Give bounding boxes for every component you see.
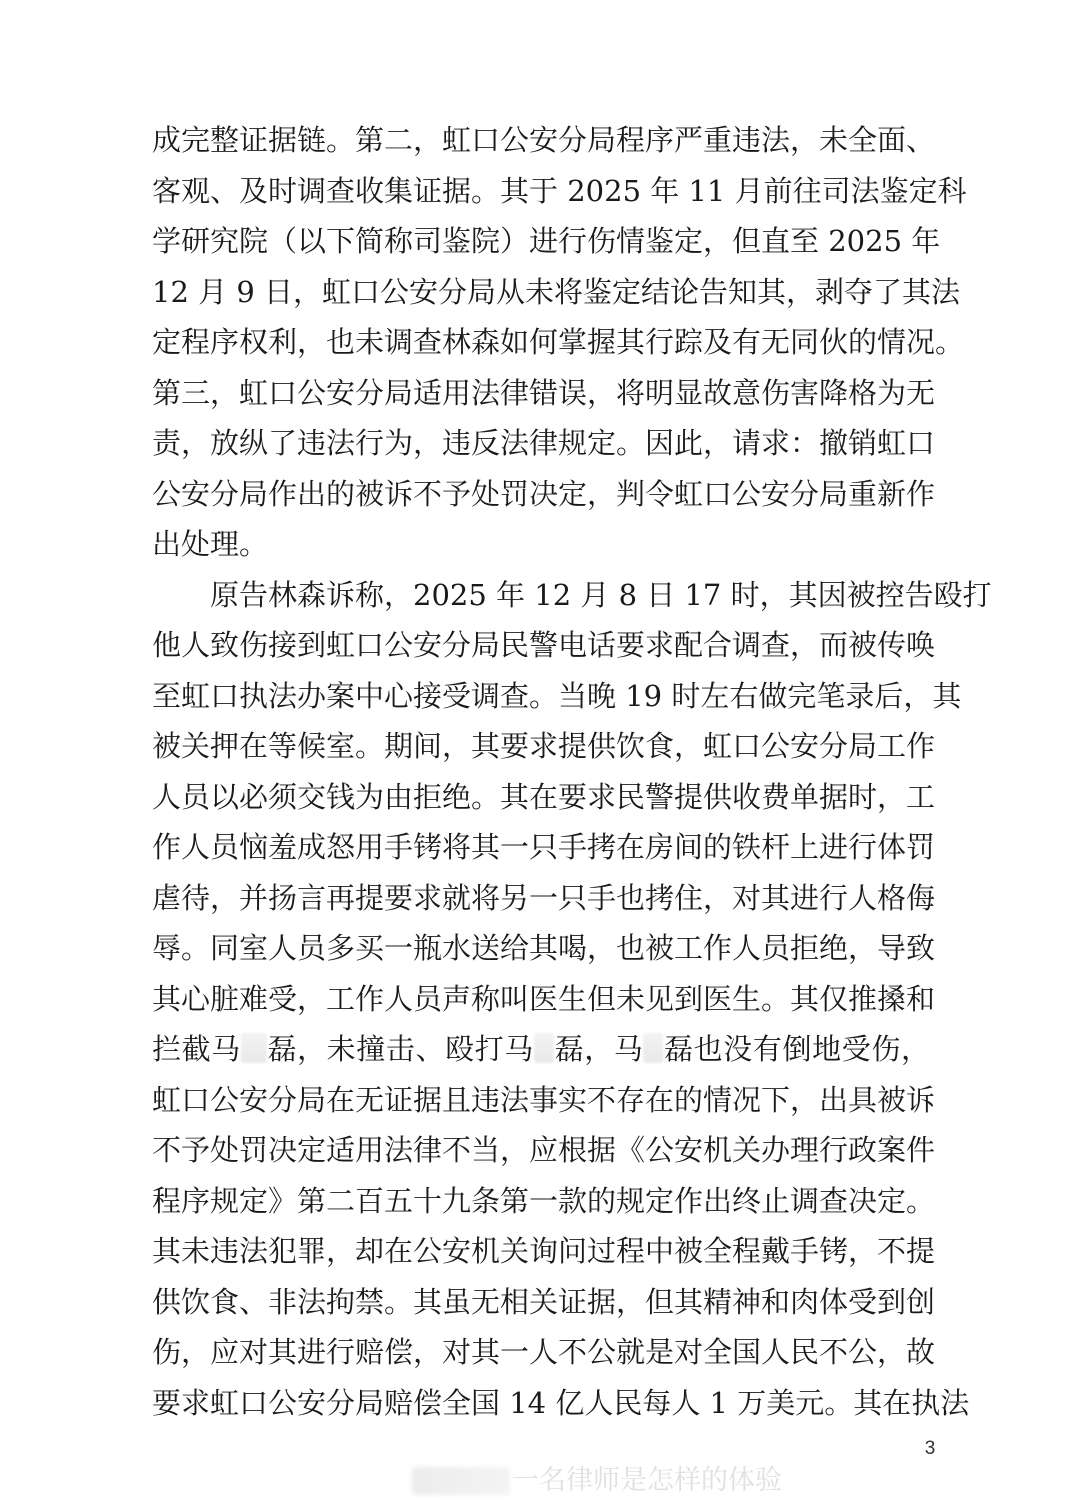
redaction-mark	[534, 1033, 554, 1063]
text-line: 责，放纵了违法行为，违反法律规定。因此，请求：撤销虹口	[152, 426, 936, 460]
watermark-blurred-handle	[412, 1467, 510, 1495]
text-segment: 磊也没有倒地受伤，	[663, 1032, 930, 1066]
text-line: 定程序权利，也未调查林森如何掌握其行踪及有无同伙的情况。	[152, 325, 965, 359]
text-line: 12 月 9 日，虹口公安分局从未将鉴定结论告知其，剥夺了其法	[152, 274, 961, 309]
text-line: 至虹口执法办案中心接受调查。当晚 19 时左右做完笔录后，其	[152, 678, 962, 713]
text-line: 其心脏难受，工作人员声称叫医生但未见到医生。其仅推搡和	[152, 981, 936, 1016]
text-line: 公安分局作出的被诉不予处罚决定，判令虹口公安分局重新作	[152, 476, 936, 511]
watermark-text: 一名律师是怎样的体验	[512, 1465, 782, 1496]
text-line: 出处理。	[152, 527, 269, 561]
text-line: 虐待，并扬言再提要求就将另一只手也拷住，对其进行人格侮	[152, 880, 936, 915]
text-segment: 磊，马	[553, 1032, 644, 1066]
text-line: 要求虹口公安分局赔偿全国 14 亿人民每人 1 万美元。其在执法	[152, 1385, 970, 1420]
text-line: 伤，应对其进行赔偿，对其一人不公就是对全国人民不公，故	[152, 1335, 936, 1369]
text-line: 他人致伤接到虹口公安分局民警电话要求配合调查，而被传唤	[152, 628, 936, 662]
text-line: 学研究院（以下简称司鉴院）进行伤情鉴定，但直至 2025 年	[152, 224, 941, 258]
text-line: 不予处罚决定适用法律不当，应根据《公安机关办理行政案件	[152, 1133, 936, 1167]
text-segment: 磊，未撞击、殴打马	[266, 1032, 534, 1066]
text-segment: 拦截马	[152, 1032, 241, 1066]
text-line: 第三，虹口公安分局适用法律错误，将明显故意伤害降格为无	[152, 375, 936, 410]
text-line: 被关押在等候室。期间，其要求提供饮食，虹口公安分局工作	[152, 729, 936, 763]
text-line: 供饮食、非法拘禁。其虽无相关证据，但其精神和肉体受到创	[152, 1284, 936, 1319]
text-line: 辱。同室人员多买一瓶水送给其喝，也被工作人员拒绝，导致	[152, 931, 936, 965]
redaction-mark	[643, 1033, 663, 1063]
paragraph-first-line: 原告林森诉称，2025 年 12 月 8 日 17 时，其因被控告殴打	[210, 577, 992, 612]
redaction-mark	[241, 1033, 267, 1063]
text-line: 作人员恼羞成怒用手铐将其一只手拷在房间的铁杆上进行体罚	[152, 830, 936, 864]
watermark	[412, 1460, 782, 1502]
text-line: 其未违法犯罪，却在公安机关询问过程中被全程戴手铐，不提	[152, 1234, 936, 1268]
text-line: 成完整证据链。第二，虹口公安分局程序严重违法，未全面、	[152, 123, 936, 157]
page-number: 3	[924, 1438, 936, 1459]
text-line: 程序规定》第二百五十九条第一款的规定作出终止调查决定。	[152, 1183, 936, 1218]
text-line: 客观、及时调查收集证据。其于 2025 年 11 月前往司法鉴定科	[152, 173, 967, 208]
text-line: 虹口公安分局在无证据且违法事实不存在的情况下，出具被诉	[152, 1082, 936, 1117]
text-line: 人员以必须交钱为由拒绝。其在要求民警提供收费单据时，工	[152, 779, 936, 814]
text-line-with-redactions	[152, 1024, 930, 1074]
